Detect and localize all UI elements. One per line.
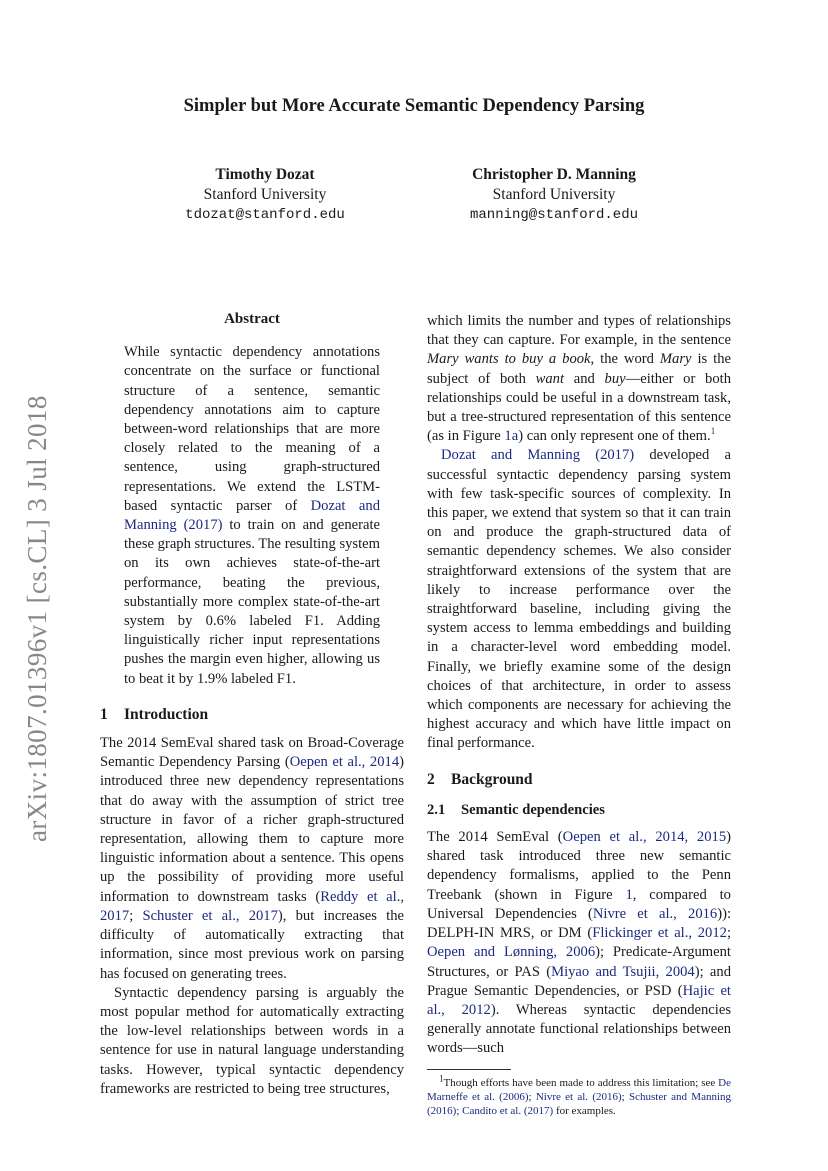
author-name: Christopher D. Manning	[472, 166, 636, 183]
author-block	[404, 165, 704, 225]
citation-link[interactable]: Schuster et al., 2017	[142, 907, 278, 924]
intro-paragraph: The 2014 SemEval shared task on Broad-Coverage Semantic Dependency Parsing (Oepen et al., 2014) introduced three new dependency representations that do away with the assumption of strict tree structure in favor of a richer graph-structured representation, allowing them to capture more linguistic information about a sentence. This opens up the possibility of providing more useful information to downstream tasks (Reddy et al., 2017; Schuster et al., 2017), but increases the difficulty of automatically extracting that information, since most previous work on parsing has focused on generating trees.	[100, 735, 404, 982]
footnote-divider	[427, 1069, 511, 1070]
section-heading-background: 2 Background	[427, 770, 533, 788]
left-column	[100, 310, 404, 1099]
author-block	[115, 165, 415, 225]
right-column	[427, 312, 731, 1118]
background-paragraph: The 2014 SemEval (Oepen et al., 2014, 2015) shared task introduced three new semantic dependency formalisms, applied to the Penn Treebank (shown in Figure 1, compared to Universal Dependencies (Nivre et al., 2016)): DELPH-IN MRS, or DM (Flickinger et al., 2012; Oepen and Lønning, 2006); Predicate-Argument Structures, or PAS (Miyao and Tsujii, 2004); and Prague Semantic Dependencies, or PSD (Hajic et al., 2012). Whereas syntactic dependencies generally annotate functional relationships between words—such	[427, 829, 732, 1057]
author-email[interactable]: manning@stanford.edu	[469, 207, 639, 223]
figure-link[interactable]: 1	[625, 886, 633, 903]
intro-paragraph: Syntactic dependency parsing is arguably the most popular method for automatically extracting the low-level relationships between words in a sentence for use in natural language understanding tasks. However, typical syntactic dependency frameworks are restricted to being tree structures,	[100, 984, 404, 1097]
citation-link[interactable]: Miyao and Tsujii, 2004	[551, 963, 695, 980]
citation-link[interactable]: Candito et al. (2017)	[462, 1104, 554, 1117]
abstract-text: While syntactic dependency annotations concentrate on the surface or functional structure of a sentence, semantic dependency annotations aim to capture between-word relationships that are more closely related to the meaning of a sentence, using graph-structured representations. We extend the LSTM-based syntactic parser of Dozat and Manning (2017) to train on and generate these graph structures. The resulting system on its own achieves state-of-the-art performance, beating the previous, substantially more complex state-of-the-art system by 0.6% labeled F1. Adding linguistically richer input representations pushes the margin even higher, allowing us to beat it by 1.9% labeled F1.	[124, 344, 380, 687]
intro-paragraph: Dozat and Manning (2017) developed a successful syntactic dependency parsing system with few task-specific sources of complexity. In this paper, we extend that system so that it can train on and produce the graph-structured data of semantic dependency schemes. We also consider straightforward extensions of the system that are likely to increase performance over the straightforward baseline, including giving the system access to lemma embeddings and building in a character-level word embedding model. Finally, we briefly examine some of the design choices of that architecture, in order to assess which components are necessary for achieving the highest accuracy and which have little impact on final performance.	[427, 447, 731, 752]
figure-link[interactable]: 1a	[504, 428, 519, 445]
citation-link[interactable]: Oepen et al., 2014, 2015	[562, 829, 727, 846]
author-affiliation: Stanford University	[203, 186, 327, 203]
citation-link[interactable]: Oepen and Lønning, 2006	[427, 944, 596, 961]
abstract-heading: Abstract	[224, 311, 280, 327]
citation-link[interactable]: Reddy et al., 2017	[100, 888, 404, 924]
paper-title: Simpler but More Accurate Semantic Dependency Parsing	[183, 96, 645, 116]
citation-link[interactable]: Dozat and Manning (2017)	[124, 497, 380, 534]
author-email[interactable]: tdozat@stanford.edu	[185, 207, 345, 223]
citation-link[interactable]: Oepen et al., 2014	[289, 754, 400, 771]
footnote: $^1$Though efforts have been made to address this limitation; see De Marneffe et al. (2006); Nivre et al. (2016); Schuster and Manning (2016); Candito et al. (2017) for examples.	[427, 1072, 732, 1117]
author-name: Timothy Dozat	[215, 166, 315, 183]
citation-link[interactable]: Hajic et al., 2012	[427, 982, 731, 1018]
citation-link[interactable]: Flickinger et al., 2012	[592, 925, 727, 942]
intro-paragraph: which limits the number and types of relationships that they can capture. For example, in the sentence Mary wants to buy a book, the word Mary is the subject of both want and buy—either or both relationships could be useful in a downstream task, but a tree-structured representation of this sentence (as in Figure 1a) can only represent one of them.$^1$	[427, 313, 731, 445]
citation-link[interactable]: Nivre et al. (2016)	[535, 1090, 622, 1103]
citation-link[interactable]: Schuster and Manning (2016)	[427, 1090, 732, 1117]
citation-link[interactable]: Dozat and Manning (2017)	[441, 447, 635, 464]
section-heading-introduction: 1 Introduction	[100, 705, 209, 723]
subsection-heading: 2.1 Semantic dependencies	[427, 801, 605, 818]
author-affiliation: Stanford University	[492, 186, 616, 203]
footnote-marker[interactable]: 1	[710, 426, 716, 437]
arxiv-stamp: arXiv:1807.01396v1 [cs.CL] 3 Jul 2018	[22, 395, 52, 842]
citation-link[interactable]: De Marneffe et al. (2006)	[427, 1076, 731, 1103]
citation-link[interactable]: Nivre et al., 2016	[592, 905, 718, 922]
